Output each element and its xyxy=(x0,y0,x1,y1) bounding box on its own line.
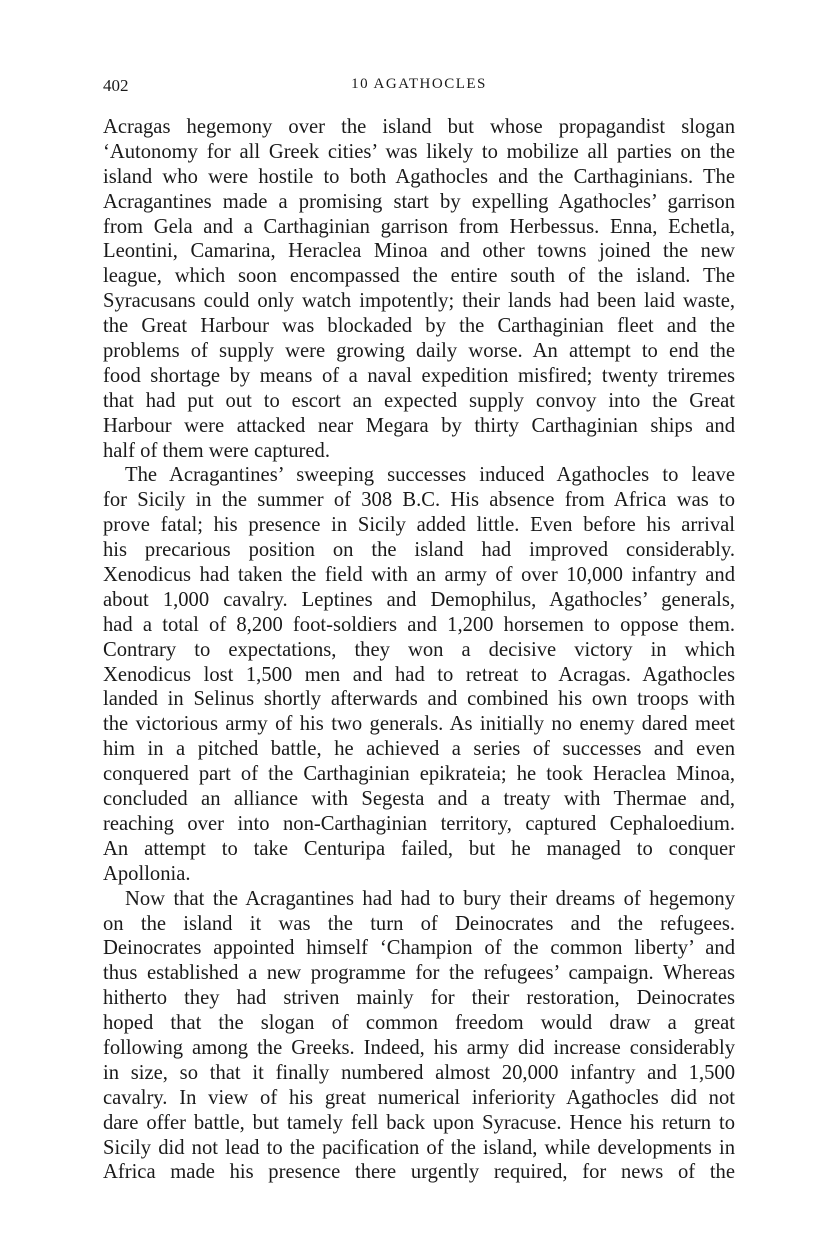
running-head: 10 AGATHOCLES xyxy=(351,76,487,92)
text-line: cavalry. In view of his great numerical inferiority Agathocles did not xyxy=(103,1086,735,1109)
text-line: Syracusans could only watch impotently; their lands had been laid waste, xyxy=(103,290,735,313)
text-line: in size, so that it finally numbered almost 20,000 infantry and 1,500 xyxy=(103,1061,735,1084)
text-line: Acragas hegemony over the island but whose propagandist slogan xyxy=(103,116,735,138)
text-line: thus established a new programme for the refugees’ campaign. Whereas xyxy=(103,962,735,985)
text-line: his precarious position on the island had improved considerably. xyxy=(103,539,735,562)
paragraph-1 xyxy=(103,115,735,463)
text-line: The Acragantines’ sweeping successes induced Agathocles to leave xyxy=(125,464,735,487)
text-line: ‘Autonomy for all Greek cities’ was likely to mobilize all parties on the xyxy=(103,140,735,163)
text-line: league, which soon encompassed the entire south of the island. The xyxy=(103,265,735,288)
text-line: Now that the Acragantines had had to bury their dreams of hegemony xyxy=(125,887,735,910)
page-header xyxy=(103,76,735,104)
text-line: following among the Greeks. Indeed, his army did increase considerably xyxy=(103,1036,735,1059)
text-line: for Sicily in the summer of 308 B.C. His absence from Africa was to xyxy=(103,489,735,512)
text-line: Harbour were attacked near Megara by thirty Carthaginian ships and xyxy=(103,414,735,437)
text-line: had a total of 8,200 foot-soldiers and 1,200 horsemen to oppose them. xyxy=(103,613,735,636)
body-text xyxy=(103,115,735,1185)
text-line: food shortage by means of a naval expedition misfired; twenty triremes xyxy=(103,364,735,387)
text-line: the victorious army of his two generals. As initially no enemy dared meet xyxy=(103,713,735,736)
text-line: the Great Harbour was blockaded by the Carthaginian fleet and the xyxy=(103,315,735,338)
text-line: Sicily did not lead to the pacification of the island, while developments in xyxy=(103,1136,735,1159)
text-line: landed in Selinus shortly afterwards and combined his own troops with xyxy=(103,688,735,711)
text-line: Acragantines made a promising start by expelling Agathocles’ garrison xyxy=(103,190,735,213)
text-line: Leontini, Camarina, Heraclea Minoa and other towns joined the new xyxy=(103,240,735,263)
text-line: concluded an alliance with Segesta and a treaty with Thermae and, xyxy=(103,788,735,811)
text-line: that had put out to escort an expected supply convoy into the Great xyxy=(103,389,735,412)
text-line: conquered part of the Carthaginian epikrateia; he took Heraclea Minoa, xyxy=(103,763,735,786)
text-line: dare offer battle, but tamely fell back upon Syracuse. Hence his return to xyxy=(103,1111,735,1134)
paragraph-3 xyxy=(103,887,735,1186)
text-line: Deinocrates appointed himself ‘Champion of the common liberty’ and xyxy=(103,937,735,960)
text-line: Contrary to expectations, they won a decisive victory in which xyxy=(103,638,735,661)
text-line: Africa made his presence there urgently required, for news of the xyxy=(103,1161,735,1184)
text-line: on the island it was the turn of Deinocrates and the refugees. xyxy=(103,912,735,935)
page-number: 402 xyxy=(103,76,129,95)
paragraph-2 xyxy=(103,463,735,886)
text-line: Xenodicus had taken the field with an army of over 10,000 infantry and xyxy=(103,564,735,587)
text-line: hitherto they had striven mainly for their restoration, Deinocrates xyxy=(103,987,735,1010)
text-line: problems of supply were growing daily worse. An attempt to end the xyxy=(103,340,735,363)
text-line: reaching over into non-Carthaginian territory, captured Cephaloedium. xyxy=(103,812,735,835)
text-line: Apollonia. xyxy=(103,862,191,885)
text-line: An attempt to take Centuripa failed, but he managed to conquer xyxy=(103,837,735,860)
text-line: prove fatal; his presence in Sicily added little. Even before his arrival xyxy=(103,514,735,537)
text-line: half of them were captured. xyxy=(103,439,330,462)
text-line: Xenodicus lost 1,500 men and had to retreat to Acragas. Agathocles xyxy=(103,663,735,686)
text-line: hoped that the slogan of common freedom would draw a great xyxy=(103,1012,735,1035)
text-line: island who were hostile to both Agathocles and the Carthaginians. The xyxy=(103,165,735,188)
text-line: from Gela and a Carthaginian garrison from Herbessus. Enna, Echetla, xyxy=(103,215,735,238)
text-line: him in a pitched battle, he achieved a series of successes and even xyxy=(103,738,735,761)
text-line: about 1,000 cavalry. Leptines and Demophilus, Agathocles’ generals, xyxy=(103,588,735,611)
